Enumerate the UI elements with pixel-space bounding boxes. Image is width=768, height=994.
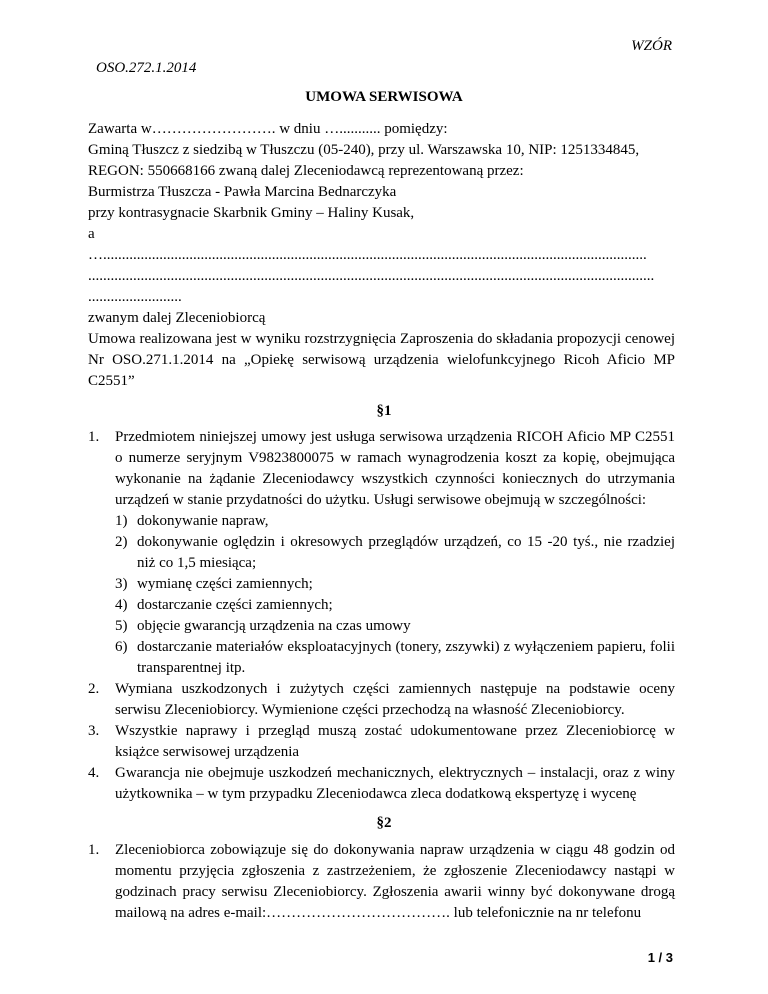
sub-item-number: 2) <box>115 534 128 550</box>
page-number: 1 / 3 <box>647 950 673 965</box>
sub-list-item <box>115 616 675 637</box>
sub-list <box>115 511 675 679</box>
sub-list-item <box>115 574 675 595</box>
sub-item-number: 5) <box>115 618 128 634</box>
sub-item-number: 3) <box>115 576 128 592</box>
intro-paragraph: Umowa realizowana jest w wyniku rozstrzygnięcia Zaproszenia do składania propozycji cenowej Nr OSO.271.1.2014 na „Opiekę serwisową urządzenia wielofunkcyjnego Ricoh Aficio MP C2551” <box>88 331 675 389</box>
sub-item-text: dostarczanie części zamiennych; <box>137 597 333 613</box>
section-2-title: §2 <box>376 815 392 831</box>
sub-item-text: objęcie gwarancją urządzenia na czas umowy <box>137 618 411 634</box>
sub-list-item <box>115 595 675 616</box>
parties-block <box>88 119 675 329</box>
sub-item-text: wymianę części zamiennych; <box>137 576 313 592</box>
section-1-title: §1 <box>376 403 392 419</box>
list-item <box>88 840 675 924</box>
parties-line: REGON: 550668166 zwaną dalej Zleceniodawcą reprezentowaną przez: <box>88 163 524 179</box>
item-text: Wszystkie naprawy i przegląd muszą zostać udokumentowane przez Zleceniobiorcę w książce serwisowej urządzenia <box>115 723 675 760</box>
list-item <box>88 721 675 763</box>
item-number: 2. <box>88 681 100 697</box>
sub-item-number: 1) <box>115 513 128 529</box>
reference-number: OSO.272.1.2014 <box>96 60 197 76</box>
section-2-list <box>88 840 675 924</box>
sub-list-item <box>115 511 675 532</box>
item-number: 4. <box>88 765 100 781</box>
parties-line: a <box>88 226 95 242</box>
parties-line: Zawarta w……………………. w dniu …........... pomiędzy: <box>88 121 448 137</box>
section-1-list <box>88 427 675 805</box>
sub-list-item <box>115 532 675 574</box>
item-text: Zleceniobiorca zobowiązuje się do dokonywania napraw urządzenia w ciągu 48 godzin od momentu przyjęcia zgłoszenia z zastrzeżeniem, że zgłoszenie Zleceniodawcy nastąpi w godzinach pracy serwisu Zleceniobiorcy. Zgłoszenia awarii winny być dokonywane drogą mailową na adres e-mail:………………………………. lub telefonicznie na nr telefonu <box>115 842 675 921</box>
sub-item-number: 6) <box>115 639 128 655</box>
sub-item-text: dokonywanie napraw, <box>137 513 269 529</box>
contractor-dotted-line: …................................................................................................................................................. <box>88 247 647 263</box>
contractor-dotted-line: ......................... <box>88 289 182 305</box>
document-title: UMOWA SERWISOWA <box>305 89 463 105</box>
item-text: Gwarancja nie obejmuje uszkodzeń mechanicznych, elektrycznych – instalacji, oraz z winy użytkownika – w tym przypadku Zleceniodawca zleca dodatkową ekspertyzę i wycenę <box>115 765 675 802</box>
item-text: Przedmiotem niniejszej umowy jest usługa serwisowa urządzenia RICOH Aficio MP C2551 o numerze seryjnym V9823800075 w ramach wynagrodzenia koszt za kopię, obejmująca wykonanie na żądanie Zleceniodawcy wszystkich czynności koniecznych do utrzymania urządzeń w stanie przydatności do użytku. Usługi serwisowe obejmują w szczególności: <box>115 429 675 508</box>
list-item <box>88 679 675 721</box>
template-label: WZÓR <box>631 38 672 54</box>
parties-line: Gminą Tłuszcz z siedzibą w Tłuszczu (05-240), przy ul. Warszawska 10, NIP: 1251334845, <box>88 142 640 158</box>
item-number: 1. <box>88 842 100 858</box>
list-item <box>88 763 675 805</box>
item-number: 3. <box>88 723 100 739</box>
sub-item-number: 4) <box>115 597 128 613</box>
parties-line: zwanym dalej Zleceniobiorcą <box>88 310 266 326</box>
sub-item-text: dokonywanie oględzin i okresowych przeglądów urządzeń, co 15 -20 tyś., nie rzadziej niż co 1,5 miesiąca; <box>137 534 675 571</box>
item-number: 1. <box>88 429 100 445</box>
parties-line: przy kontrasygnacie Skarbnik Gminy – Haliny Kusak, <box>88 205 415 221</box>
parties-line: Burmistrza Tłuszcza - Pawła Marcina Bednarczyka <box>88 184 397 200</box>
item-text: Wymiana uszkodzonych i zużytych części zamiennych następuje na podstawie oceny serwisu Zleceniobiorcy. Wymienione części przechodzą na własność Zleceniobiorcy. <box>115 681 675 718</box>
list-item <box>88 427 675 679</box>
sub-item-text: dostarczanie materiałów eksploatacyjnych (tonery, zszywki) z wyłączeniem papieru, folii transparentnej itp. <box>137 639 675 676</box>
contractor-dotted-line: ....................................................................................................................................................... <box>88 268 655 284</box>
sub-list-item <box>115 637 675 679</box>
